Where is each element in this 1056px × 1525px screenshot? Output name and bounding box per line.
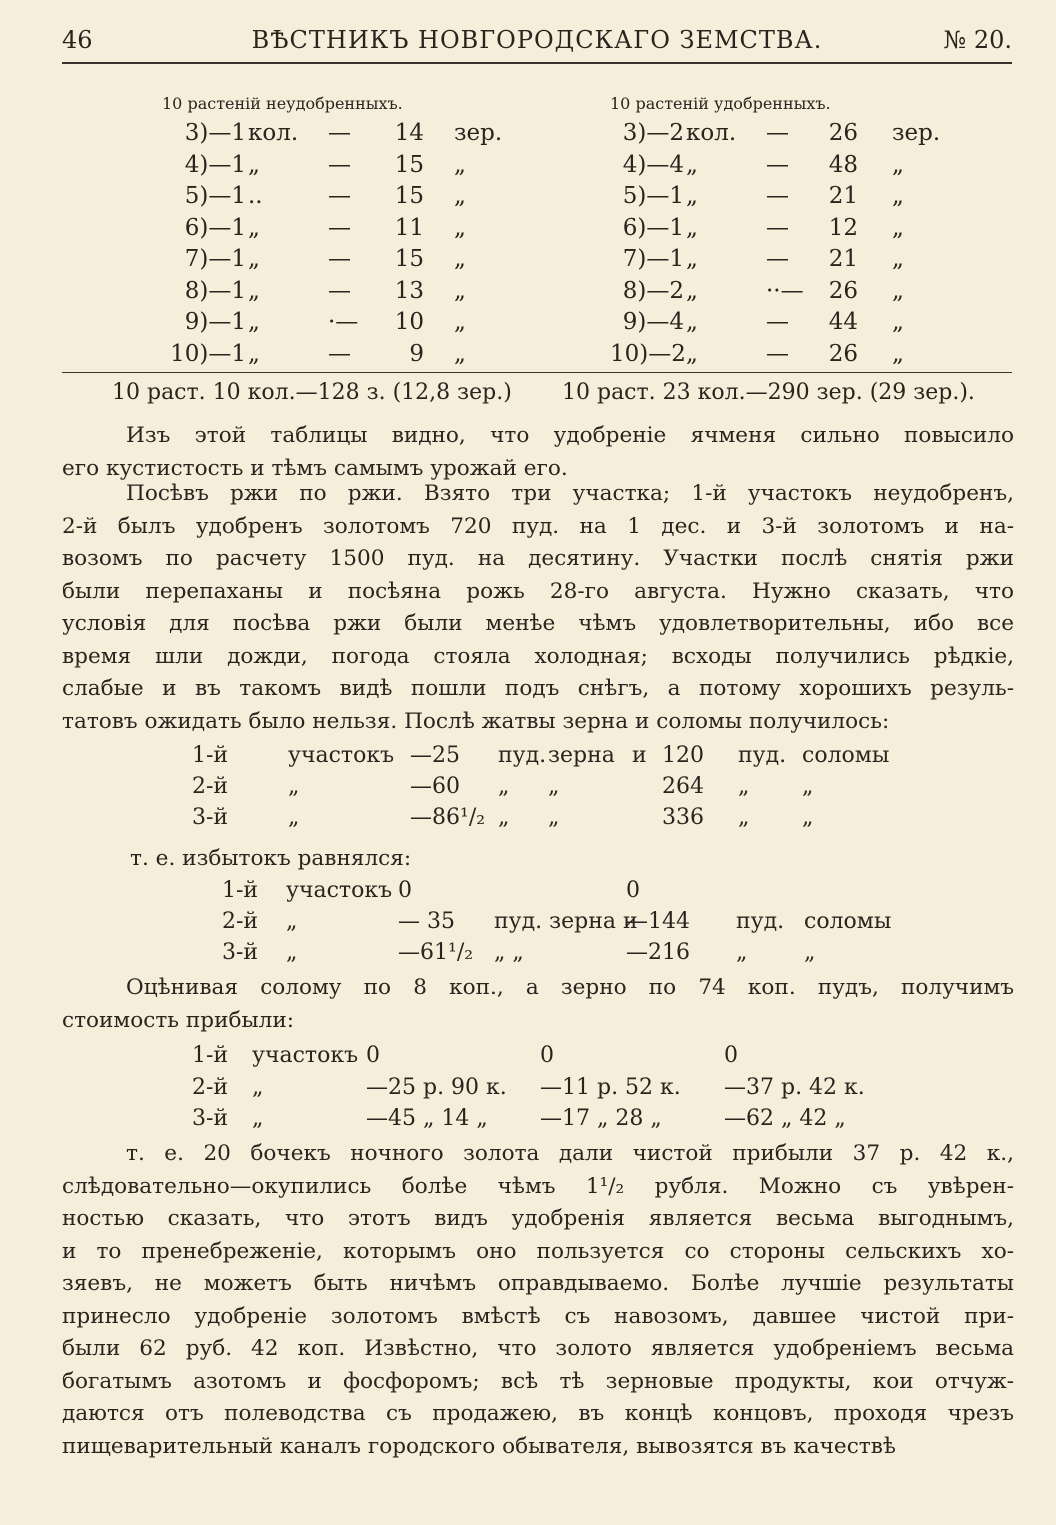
text-line: были 62 руб. 42 коп. Извѣстно, что золото является удобреніемъ весьма [62,1336,1014,1361]
row-number: 7)—1 [184,246,246,272]
text-line: 2-й былъ удобренъ золотомъ 720 пуд. на 1 дес. и 3-й золотомъ и на- [62,513,1014,539]
cell-e: —144 [626,909,690,934]
sub-table-row [0,937,1056,968]
cell-d: „ [498,774,510,799]
cell-h: „ [738,805,750,830]
sub-table-row [0,1103,1056,1135]
text-line: слѣдовательно—окупились болѣе чѣмъ 1¹/₂ рубля. Можно съ увѣрен- [62,1173,1014,1199]
row-unit-kol: „ [248,340,260,367]
cell-e: —62 „ 42 „ [724,1106,846,1131]
row-unit-zer: „ [892,183,904,209]
text-line: зяевъ, не можетъ быть ничѣмъ оправдываемо. Болѣе лучшіе результаты [62,1271,1014,1296]
cell-a: 3-й [222,940,259,965]
table-row [610,276,904,308]
cell-f: пуд. [736,909,785,934]
table-row [162,181,466,213]
row-number: 3)—1 [184,120,246,146]
text-line: пищеварительный каналъ городского обывателя, вывозятся въ качествѣ [62,1433,896,1459]
table-row [162,276,466,308]
row-dash: — [328,214,351,241]
journal-title: ВѢСТНИКЪ НОВГОРОДСКАГО ЗЕМСТВА. [251,26,823,54]
row-grain-count: 15 [394,183,424,209]
fertilized-column [610,90,941,370]
text-line: слабые и въ такомъ видѣ пошли подъ снѣгъ, а потому хорошихъ резуль- [62,676,1014,701]
row-unit-kol: „ [248,277,260,304]
row-number: 8)—2 [622,277,684,304]
cell-a: 2-й [222,909,259,934]
row-unit-kol: „ [686,214,698,241]
row-unit-kol: .. [248,183,263,209]
text-line: ностью сказать, что этотъ видъ удобренія является весьма выгоднымъ, [62,1206,1014,1231]
table-totals [62,376,1012,410]
table-row [162,213,466,245]
row-grain-count: 21 [828,183,858,209]
row-grain-count: 11 [394,214,424,241]
row-number: 3)—2 [622,120,684,146]
text-line: Посѣвъ ржи по ржи. Взято три участка; 1-й участокъ неудобренъ, [126,481,1014,506]
row-unit-kol: „ [248,214,260,241]
row-unit-kol: „ [686,309,698,335]
table-row [610,150,904,182]
cell-f: „ [736,940,748,965]
cell-b: участокъ [252,1043,359,1068]
total-unfertilized: 10 раст. 10 кол.—128 з. (12,8 зер.) [112,380,512,405]
table-row [610,118,941,150]
table-rule [62,372,1012,373]
row-dash: — [766,151,789,178]
row-dash: ··— [766,277,804,304]
text-line: Изъ этой таблицы видно, что удобреніе ячменя сильно повысило [126,423,1014,448]
row-number: 6)—1 [622,214,684,241]
row-grain-count: 15 [394,246,424,272]
row-unit-zer: „ [454,183,466,209]
row-unit-zer: „ [892,214,904,241]
row-unit-zer: „ [892,340,904,367]
row-dash: — [328,151,351,178]
cell-c: —60 [410,774,460,799]
cell-e: „ [548,774,560,799]
row-unit-zer: „ [892,309,904,335]
row-number: 10)—2 [610,340,686,367]
row-unit-zer: „ [892,151,904,178]
row-dash: — [328,183,351,209]
unfertilized-column [162,90,503,370]
row-grain-count: 44 [828,309,858,335]
row-unit-kol: кол. [686,120,737,146]
row-unit-kol: „ [248,246,260,272]
row-dash: — [766,214,789,241]
page-number: 46 [62,26,93,54]
cell-e: —216 [626,940,690,965]
column-heading: 10 растеній удобренныхъ. [610,94,831,113]
row-grain-count: 26 [828,120,858,146]
cell-b: „ [286,909,298,934]
row-unit-kol: „ [686,340,698,367]
cell-b: „ [286,940,298,965]
issue-number: № 20. [943,26,1012,54]
row-unit-zer: „ [454,277,466,304]
cell-c: — 35 [398,909,455,934]
row-unit-kol: „ [248,309,260,335]
column-heading: 10 растеній неудобренныхъ. [162,94,403,113]
sub-table-row [0,875,1056,906]
surplus-intro: т. е. избытокъ равнялся: [130,846,412,871]
table-row [610,213,904,245]
row-grain-count: 14 [394,120,424,146]
text-line: Оцѣнивая солому по 8 коп., а зерно по 74 коп. пудъ, получимъ [126,975,1014,1000]
paragraph-3 [62,972,1014,1037]
row-unit-zer: „ [454,340,466,367]
cell-a: 2-й [192,1074,229,1100]
paragraph-1 [62,420,1014,485]
cell-b: участокъ [286,878,393,903]
cell-c: —86¹/₂ [410,805,486,830]
text-line: условія для посѣва ржи были менѣе чѣмъ удовлетворительны, ибо все [62,611,1014,636]
cell-d: —11 р. 52 к. [540,1074,681,1100]
sub-table-row [0,802,1056,833]
table-row [610,307,904,339]
text-line: его кустистость и тѣмъ самымъ урожай его. [62,455,568,481]
row-grain-count: 48 [828,151,858,178]
row-unit-zer: „ [454,151,466,178]
row-dash: — [766,120,789,146]
row-grain-count: 12 [828,214,858,241]
row-dash: — [766,246,789,272]
row-number: 8)—1 [184,277,246,304]
cell-g: „ [804,940,816,965]
row-unit-kol: кол. [248,120,299,146]
text-line: возомъ по расчету 1500 пуд. на десятину. Участки послѣ снятія ржи [62,546,1014,571]
cell-h: пуд. [738,743,787,768]
sub-table-row [0,740,1056,771]
sub-table-row [0,1040,1056,1072]
row-number: 4)—1 [184,151,246,178]
cell-b: „ [252,1074,264,1100]
sub-table-row [0,771,1056,802]
row-unit-kol: „ [686,277,698,304]
row-dash: — [328,277,351,304]
row-grain-count: 26 [828,277,858,304]
cell-a: 1-й [222,878,259,903]
text-line: принесло удобреніе золотомъ вмѣстѣ съ навозомъ, давшее чистой при- [62,1303,1014,1329]
table-row [162,118,503,150]
cell-b: „ [252,1106,264,1131]
row-dash: — [766,183,789,209]
cell-e: 0 [724,1043,738,1068]
row-unit-zer: „ [454,309,466,335]
row-grain-count: 9 [409,340,424,367]
table-row [610,339,904,371]
table-row [162,150,466,182]
row-number: 5)—1 [184,183,246,209]
cell-a: 1-й [192,743,229,768]
cell-a: 2-й [192,774,229,799]
row-grain-count: 26 [828,340,858,367]
row-unit-kol: „ [686,246,698,272]
table-row [610,181,904,213]
cell-f: и [632,743,647,768]
row-number: 9)—4 [622,309,684,335]
table-row [162,339,466,371]
text-line: татовъ ожидать было нельзя. Послѣ жатвы зерна и соломы получилось: [62,708,890,734]
row-number: 5)—1 [622,183,684,209]
row-unit-zer: „ [892,277,904,304]
row-unit-zer: „ [892,246,904,272]
row-dash: — [328,120,351,146]
cell-b: участокъ [288,743,395,768]
row-dash: — [328,340,351,367]
cell-e: зерна [548,743,615,768]
cell-i: „ [802,774,814,799]
row-number: 10)—1 [170,340,246,367]
table-row [162,307,466,339]
cell-c: —45 „ 14 „ [366,1106,488,1131]
cell-g: 120 [662,743,704,768]
text-line: даются отъ полеводства съ продажею, въ концѣ концовъ, проходя чрезъ [62,1401,1014,1426]
row-unit-zer: зер. [892,120,941,146]
cell-d: „ [498,805,510,830]
cell-e: —37 р. 42 к. [724,1074,865,1100]
cell-c: —61¹/₂ [398,940,474,965]
cell-g: соломы [804,909,892,934]
cell-g: 264 [662,774,704,799]
row-number: 7)—1 [622,246,684,272]
cell-h: „ [738,774,750,799]
cell-d: „ „ [494,940,524,965]
cell-c: 0 [398,878,412,903]
text-line: были перепаханы и посѣяна рожь 28-го августа. Нужно сказать, что [62,578,1014,604]
row-number: 6)—1 [184,214,246,241]
row-grain-count: 15 [394,151,424,178]
cell-e: „ [548,805,560,830]
table-row [162,244,466,276]
sub-table-row [0,1072,1056,1104]
cell-g: 336 [662,805,704,830]
cell-a: 3-й [192,805,229,830]
cell-i: соломы [802,743,890,768]
row-number: 4)—4 [622,151,684,178]
row-dash: — [766,309,789,335]
cell-a: 1-й [192,1043,229,1068]
cell-d: пуд. зерна и [494,909,638,934]
row-grain-count: 21 [828,246,858,272]
row-grain-count: 13 [394,277,424,304]
text-line: и то пренебреженіе, которымъ оно пользуется со стороны сельскихъ хо- [62,1238,1014,1264]
row-number: 9)—1 [184,309,246,335]
row-unit-kol: „ [686,183,698,209]
cell-d: —17 „ 28 „ [540,1106,662,1131]
sub-table-row [0,906,1056,937]
text-line: богатымъ азотомъ и фосфоромъ; всѣ тѣ зерновые продукты, кои отчуж- [62,1368,1014,1394]
row-unit-zer: „ [454,214,466,241]
cell-c: —25 [410,743,460,768]
table-row [610,244,904,276]
cell-d: пуд. [498,743,547,768]
cell-c: 0 [366,1043,380,1068]
cell-a: 3-й [192,1106,229,1131]
paragraph-4 [62,1138,1014,1463]
total-fertilized: 10 раст. 23 кол.—290 зер. (29 зер.). [562,380,975,405]
row-dash: ·— [328,309,359,335]
cell-i: „ [802,805,814,830]
row-unit-zer: зер. [454,120,503,146]
text-line: стоимость прибыли: [62,1007,295,1033]
paragraph-2 [62,478,1014,738]
text-line: время шли дожди, погода стояла холодная; всходы получились рѣдкіе, [62,643,1014,669]
row-dash: — [766,340,789,367]
cell-c: —25 р. 90 к. [366,1074,507,1100]
text-line: т. е. 20 бочекъ ночного золота дали чистой прибыли 37 р. 42 к., [126,1141,1014,1166]
row-grain-count: 10 [394,309,424,335]
row-unit-zer: „ [454,246,466,272]
row-dash: — [328,246,351,272]
page-header [62,22,1012,64]
cell-b: „ [288,774,300,799]
cell-b: „ [288,805,300,830]
row-unit-kol: „ [686,151,698,178]
row-unit-kol: „ [248,151,260,178]
cell-d: 0 [540,1043,554,1068]
cell-e: 0 [626,878,640,903]
